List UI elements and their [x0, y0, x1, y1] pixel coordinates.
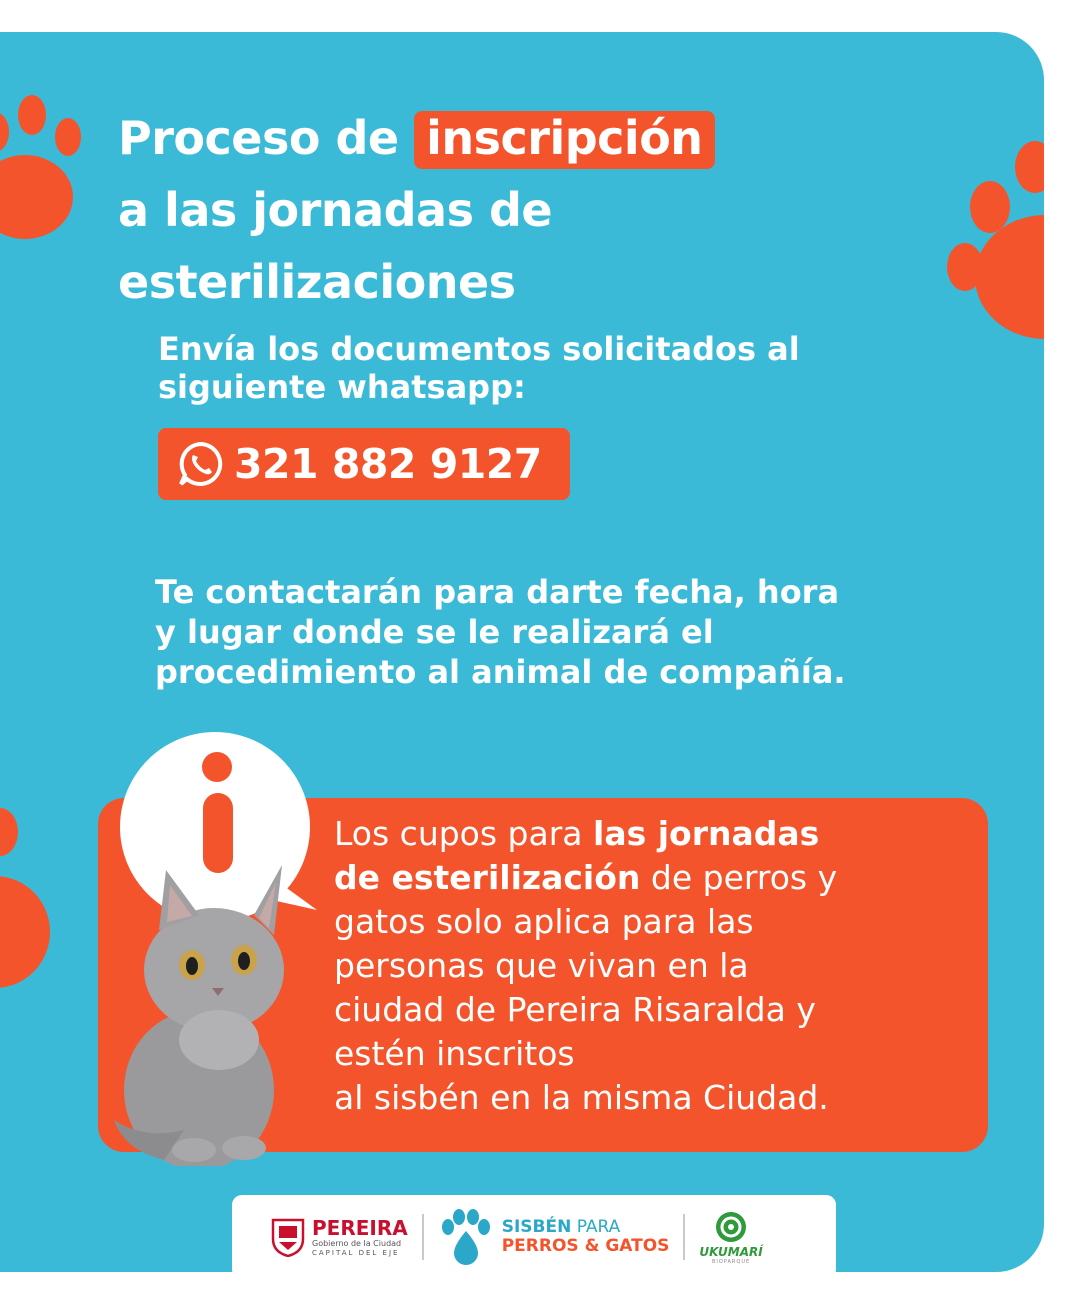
footer-divider: [422, 1214, 424, 1260]
instructions-text: [158, 330, 918, 406]
contact-line1: Te contactarán para darte fecha, hora: [155, 573, 840, 611]
notice-part2: de perros y: [640, 858, 838, 897]
instructions-line2: siguiente whatsapp:: [158, 368, 526, 406]
notice-part1: Los cupos para: [334, 814, 594, 853]
contact-info-text: [155, 572, 955, 692]
paw-drop-icon: [438, 1209, 494, 1265]
paw-print-icon: [0, 87, 90, 257]
pereira-shield-icon: [270, 1217, 306, 1257]
contact-line3: procedimiento al animal de compañía.: [155, 653, 846, 691]
whatsapp-icon: [176, 439, 226, 489]
title-line1: Proceso de: [118, 111, 415, 165]
page-title: [118, 102, 715, 318]
notice-line5: ciudad de Pereira Risaralda y: [334, 990, 816, 1029]
kitten-image: [104, 830, 336, 1166]
whatsapp-number: 321 882 9127: [234, 440, 542, 488]
footer-divider: [683, 1214, 685, 1260]
pereira-subtitle: Gobierno de la Ciudad: [312, 1238, 402, 1248]
ukumari-emblem-icon: [714, 1210, 748, 1244]
notice-line6: estén inscritos: [334, 1034, 575, 1073]
instructions-line1: Envía los documentos solicitados al: [158, 330, 800, 368]
pereira-tagline: CAPITAL DEL EJE: [312, 1248, 400, 1257]
sisben-para: PARA: [571, 1217, 621, 1237]
ukumari-logo[interactable]: [699, 1210, 762, 1265]
pereira-name: PEREIRA: [312, 1215, 408, 1240]
paw-print-icon: [935, 127, 1044, 357]
notice-bold1: las jornadas: [593, 814, 820, 853]
notice-bold2: de esterilización: [334, 858, 641, 897]
notice-line3: gatos solo aplica para las: [334, 902, 754, 941]
sisben-word: SISBÉN: [501, 1217, 572, 1237]
contact-line2: y lugar donde se le realizará el: [155, 613, 714, 651]
info-icon: [202, 752, 232, 782]
notice-line7: al sisbén en la misma Ciudad.: [334, 1078, 829, 1117]
whatsapp-number-badge[interactable]: [158, 428, 570, 500]
title-line2: a las jornadas de: [118, 183, 553, 237]
ukumari-subtitle: BIOPARQUE: [711, 1258, 751, 1265]
sponsor-footer: [232, 1195, 836, 1279]
notice-text: [334, 812, 974, 1120]
sisben-subtitle: PERROS & GATOS: [501, 1236, 670, 1256]
pereira-logo[interactable]: [270, 1217, 408, 1258]
title-line3: esterilizaciones: [118, 255, 516, 309]
notice-line4: personas que vivan en la: [334, 946, 749, 985]
title-highlight: inscripción: [414, 111, 714, 169]
sisben-logo[interactable]: [438, 1209, 670, 1265]
ukumari-name: UKUMARÍ: [699, 1244, 763, 1259]
paw-print-icon: [0, 792, 60, 992]
